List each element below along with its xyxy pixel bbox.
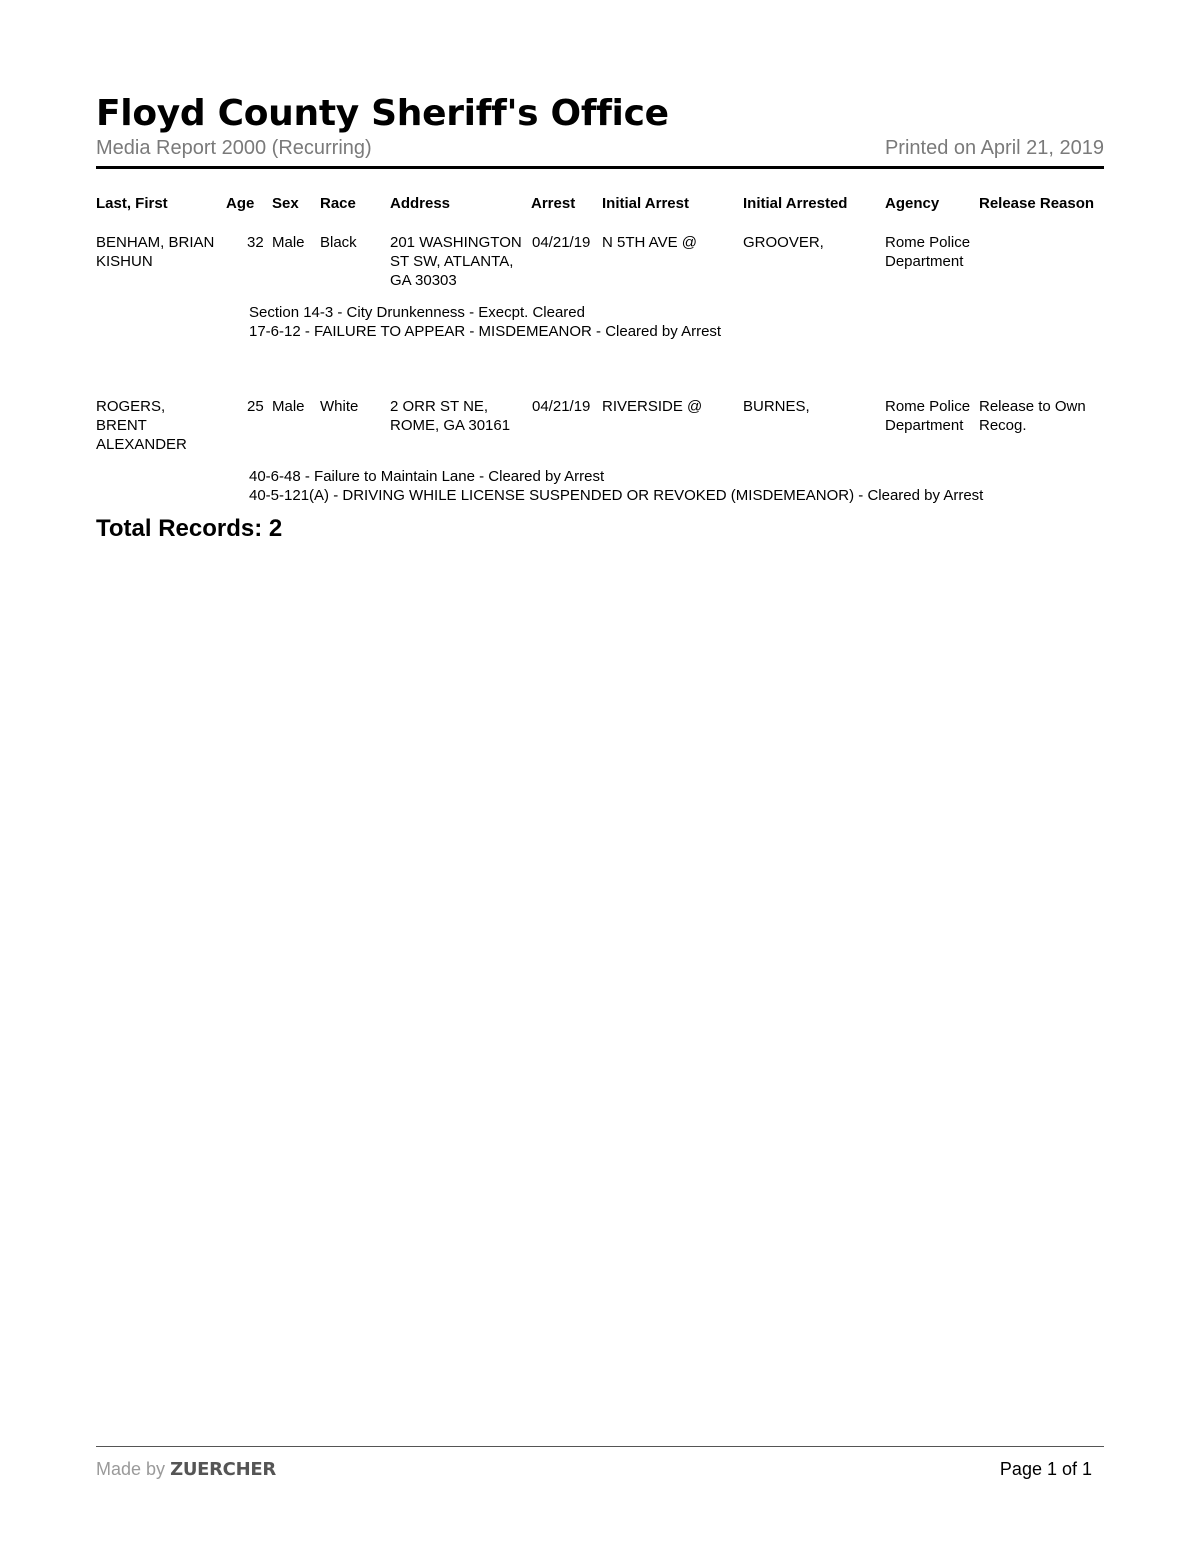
column-header-age: Age: [226, 195, 255, 212]
charge-item: 40-6-48 - Failure to Maintain Lane - Cleared by Arrest: [249, 468, 605, 485]
printed-date: Printed on April 21, 2019: [884, 137, 1104, 159]
record-address: 2 ORR ST NE, ROME, GA 30161: [390, 398, 511, 434]
record-agency: Rome Police Department: [885, 398, 971, 434]
record-initial-arrested: BURNES,: [743, 398, 810, 415]
record-sex: Male: [272, 234, 305, 251]
record-arrest-date: 04/21/19: [532, 398, 591, 415]
footer-credit: [96, 1458, 276, 1481]
record-initial-arrested: GROOVER,: [743, 234, 824, 251]
header-divider: [96, 166, 1104, 169]
record-agency: Rome Police Department: [885, 234, 971, 270]
made-by-label: Made by: [96, 1459, 166, 1479]
column-header-initial-arrested: Initial Arrested: [743, 195, 848, 212]
record-age: 32: [247, 234, 264, 251]
column-header-sex: Sex: [272, 195, 299, 212]
record-name: ROGERS, BRENT ALEXANDER: [96, 398, 187, 453]
record-initial-arrest: N 5TH AVE @: [602, 234, 697, 251]
total-records: Total Records: 2: [96, 515, 283, 542]
record-age: 25: [247, 398, 264, 415]
record-name: BENHAM, BRIAN KISHUN: [96, 234, 215, 270]
record-arrest-date: 04/21/19: [532, 234, 591, 251]
column-header-name: Last, First: [96, 195, 168, 212]
record-sex: Male: [272, 398, 305, 415]
report-title: Floyd County Sheriff's Office: [96, 93, 669, 134]
column-header-arrest: Arrest: [531, 195, 576, 212]
column-header-agency: Agency: [885, 195, 940, 212]
record-race: White: [320, 398, 359, 415]
column-header-race: Race: [320, 195, 356, 212]
record-address: 201 WASHINGTON ST SW, ATLANTA, GA 30303: [390, 234, 522, 289]
page-number: Page 1 of 1: [999, 1459, 1092, 1479]
column-header-initial-arrest: Initial Arrest: [602, 195, 689, 212]
footer-divider: [96, 1446, 1104, 1447]
column-header-release-reason: Release Reason: [979, 195, 1095, 212]
record-race: Black: [320, 234, 357, 251]
charge-item: 40-5-121(A) - DRIVING WHILE LICENSE SUSPENDED OR REVOKED (MISDEMEANOR) - Cleared by Arrest: [249, 487, 984, 504]
column-header-address: Address: [390, 195, 451, 212]
charge-item: Section 14-3 - City Drunkenness - Execpt. Cleared: [249, 304, 585, 321]
record-release-reason: Release to Own Recog.: [979, 398, 1086, 434]
record-initial-arrest: RIVERSIDE @: [602, 398, 703, 415]
report-subtitle: Media Report 2000 (Recurring): [96, 137, 372, 159]
brand-logo: ZUERCHER: [170, 1459, 276, 1480]
charge-item: 17-6-12 - FAILURE TO APPEAR - MISDEMEANOR - Cleared by Arrest: [249, 323, 722, 340]
